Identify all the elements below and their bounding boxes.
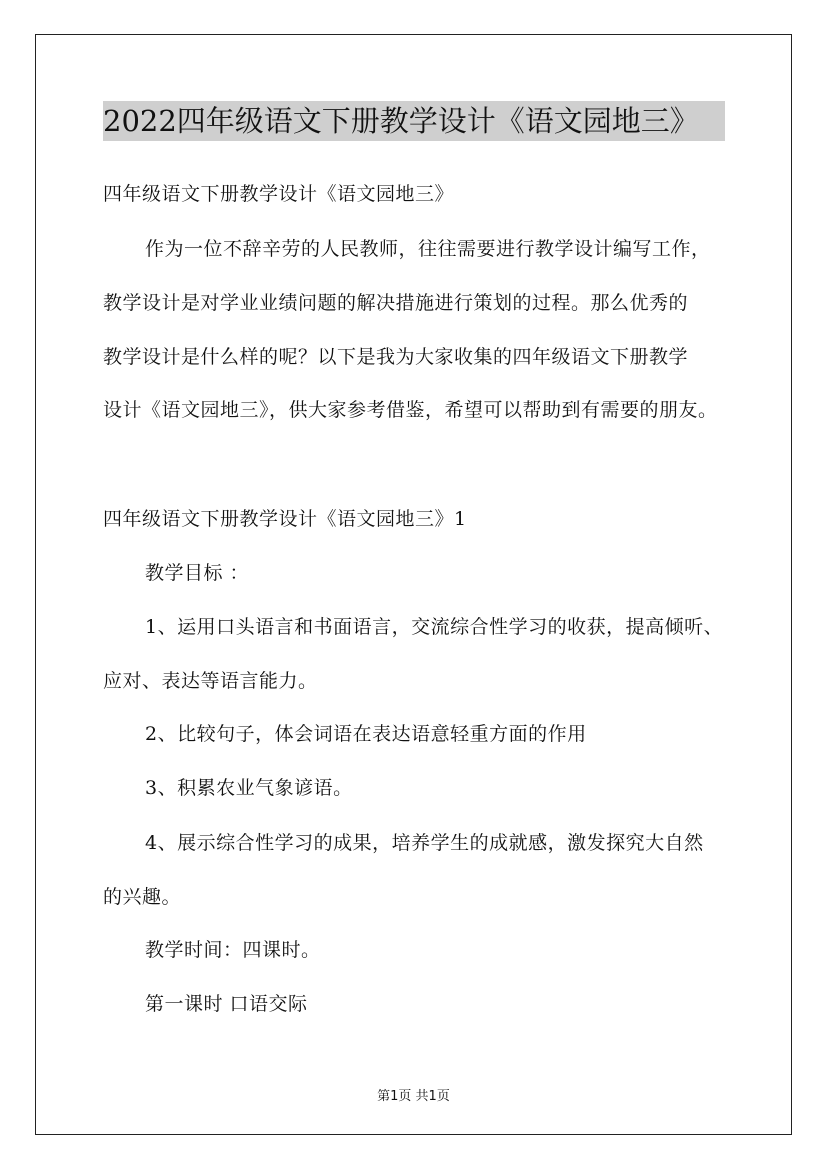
page-number: 第1页 共1页 <box>377 1089 450 1104</box>
goal-4-line-1: 4、展示综合性学习的成果，培养学生的成就感，激发探究大自然 <box>145 832 704 854</box>
goal-4-line-2: 的兴趣。 <box>103 886 182 908</box>
goal-1-line-2: 应对、表达等语言能力。 <box>103 670 318 692</box>
document-subtitle: 四年级语文下册教学设计《语文园地三》 <box>103 183 455 205</box>
goals-label: 教学目标 ： <box>145 562 250 584</box>
goal-1-line-1: 1、运用口头语言和书面语言，交流综合性学习的收获，提高倾听、 <box>145 616 724 638</box>
teaching-time: 教学时间：四课时。 <box>145 939 321 961</box>
intro-line-2: 教学设计是对学业业绩问题的解决措施进行策划的过程。那么优秀的 <box>103 292 689 314</box>
goal-2: 2、比较句子，体会词语在表达语意轻重方面的作用 <box>145 723 587 745</box>
intro-line-4: 设计《语文园地三》，供大家参考借鉴，希望可以帮助到有需要的朋友。 <box>103 399 718 421</box>
intro-line-1: 作为一位不辞辛劳的人民教师，往往需要进行教学设计编写工作， <box>145 238 711 260</box>
document-title: 2022四年级语文下册教学设计《语文园地三》 <box>103 101 725 141</box>
goal-3: 3、积累农业气象谚语。 <box>145 777 353 799</box>
intro-line-3: 教学设计是什么样的呢？以下是我为大家收集的四年级语文下册教学 <box>103 346 689 368</box>
lesson-1-heading: 第一课时 口语交际 <box>145 993 308 1015</box>
section-heading: 四年级语文下册教学设计《语文园地三》1 <box>103 508 467 530</box>
